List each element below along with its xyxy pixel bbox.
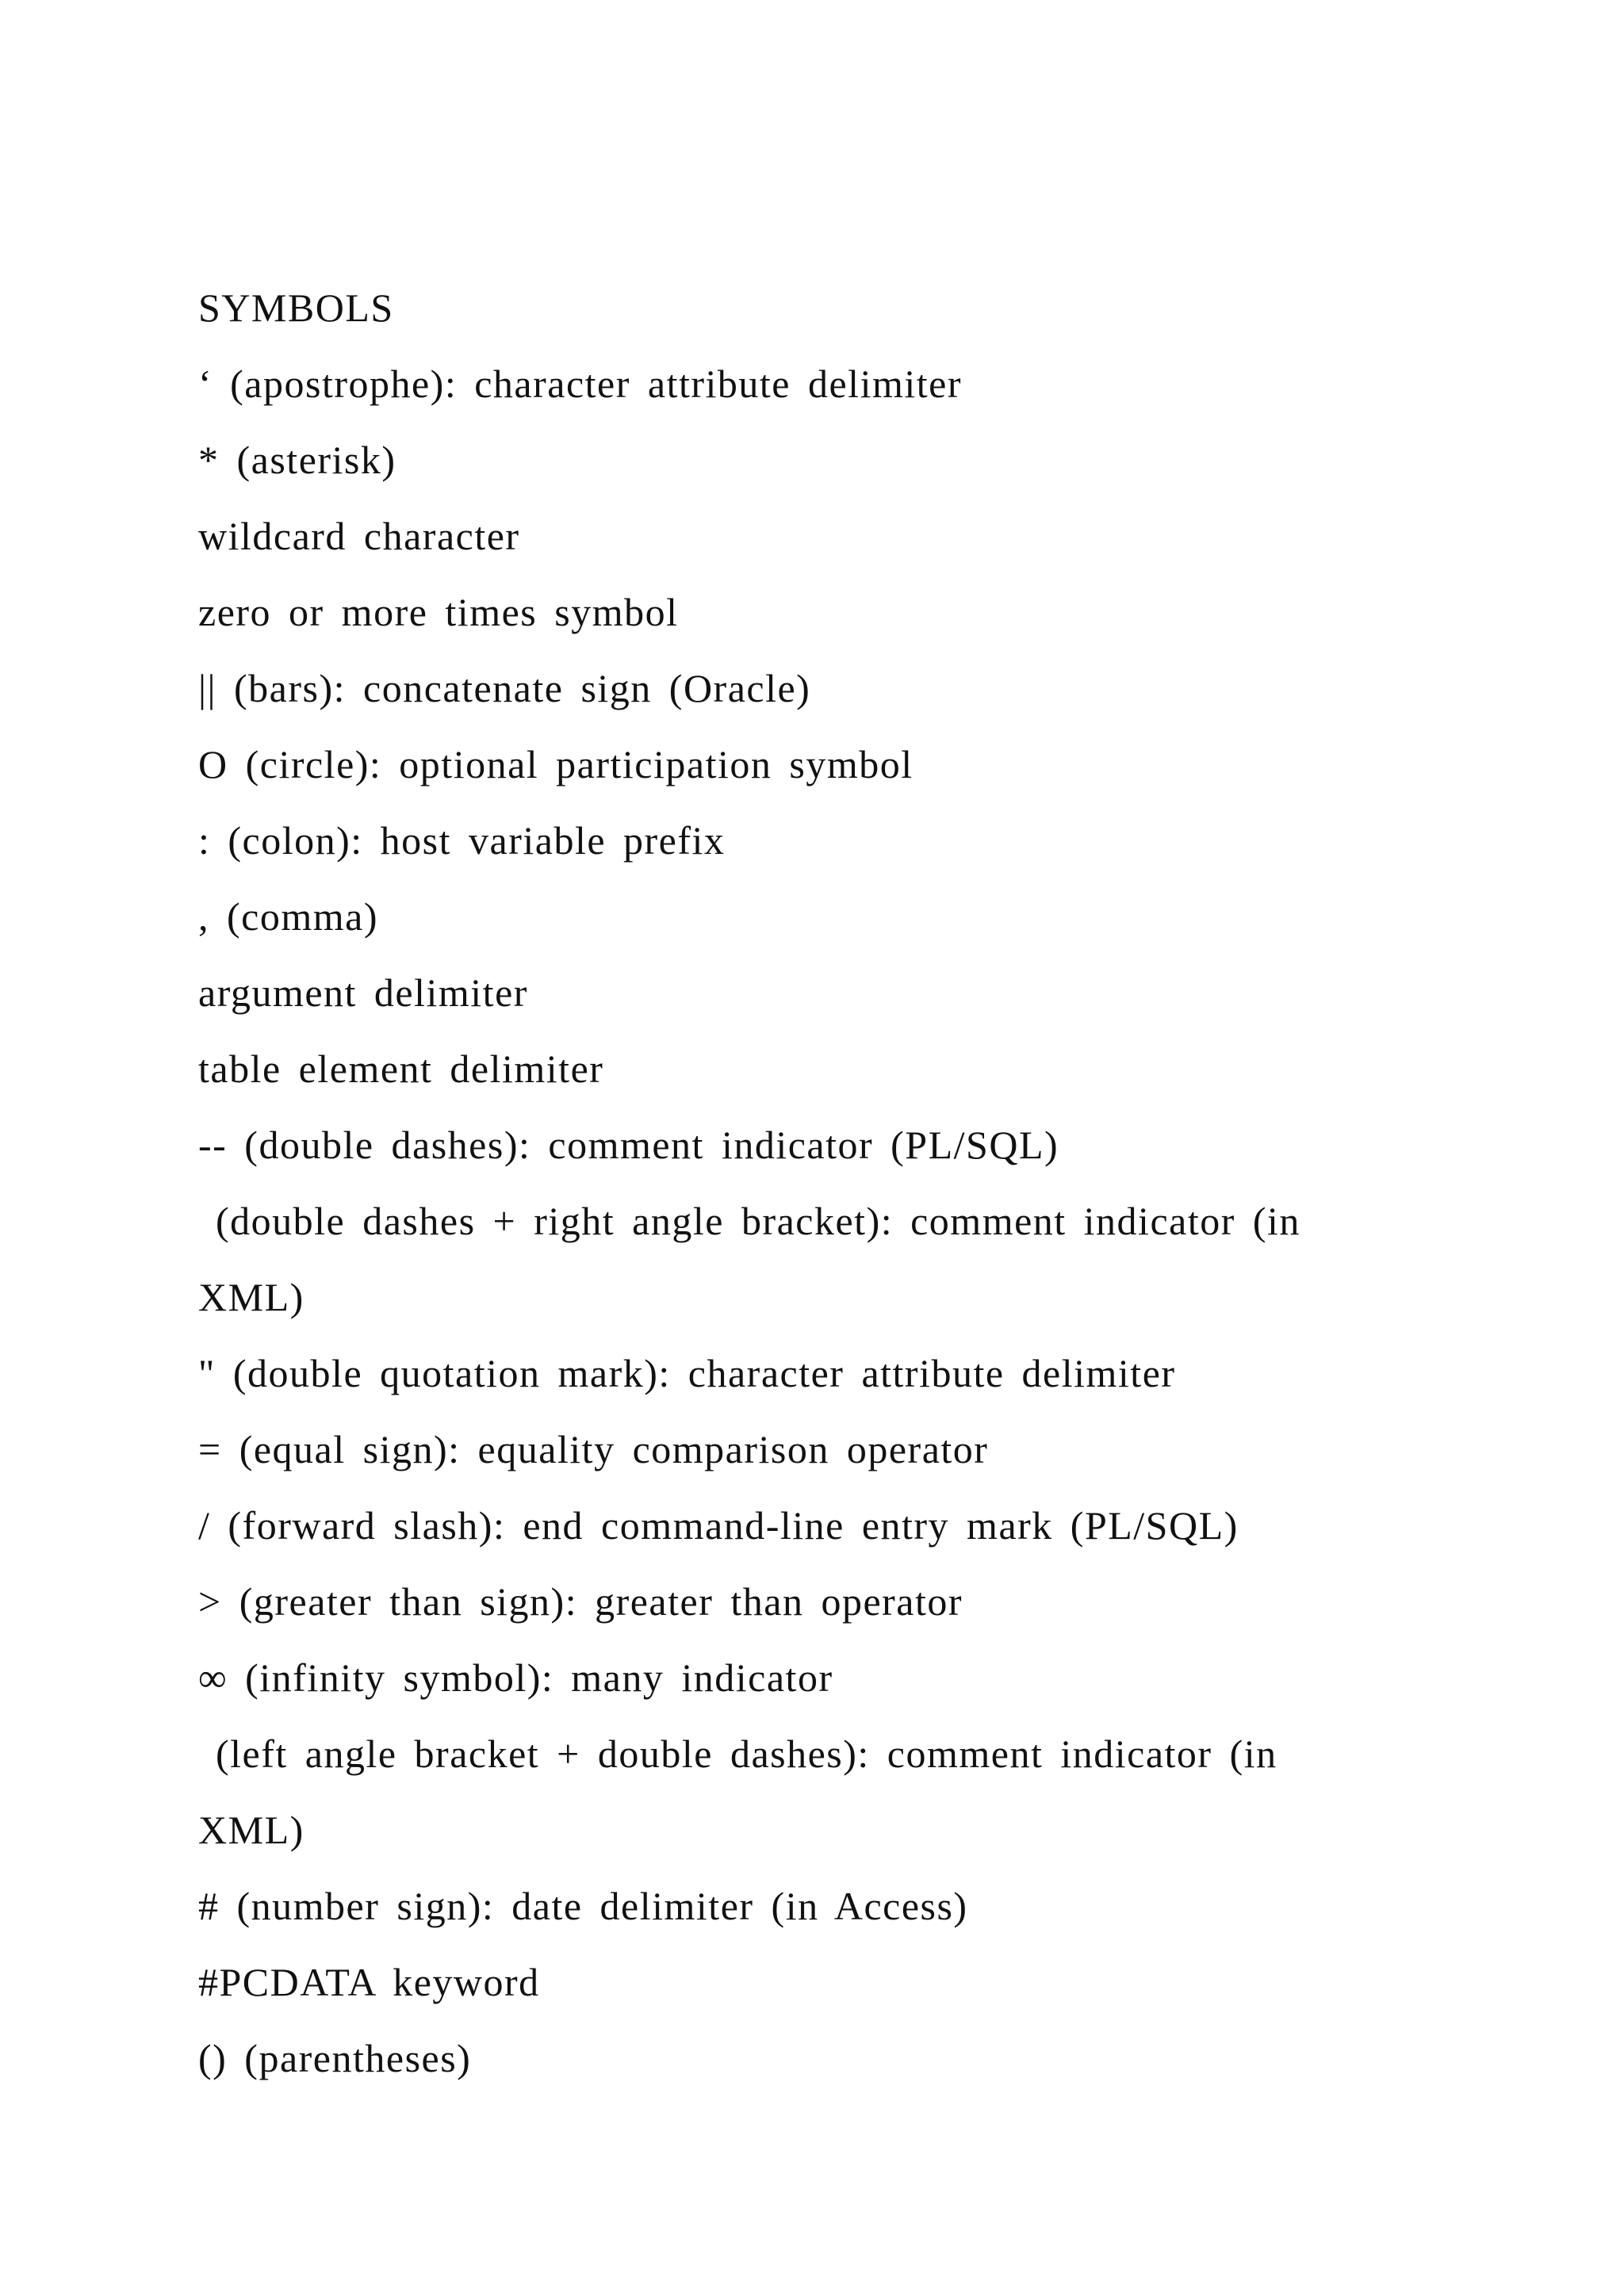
index-entry: -- (double dashes): comment indicator (PL/SQL) (198, 1123, 1059, 1167)
index-entry: " (double quotation mark): character attribute delimiter (198, 1351, 1176, 1395)
index-entry: ‘ (apostrophe): character attribute delimiter (198, 362, 962, 406)
index-entry: * (asterisk) (198, 438, 396, 482)
index-entry: (double dashes + right angle bracket): comment indicator (in (198, 1199, 1300, 1243)
index-entry: () (parentheses) (198, 2036, 472, 2080)
index-entry: wildcard character (198, 514, 520, 558)
section-heading: SYMBOLS (198, 285, 394, 330)
index-entry: : (colon): host variable prefix (198, 818, 726, 863)
index-entry: (left angle bracket + double dashes): comment indicator (in (198, 1732, 1277, 1776)
index-entry: XML) (198, 1275, 304, 1319)
index-entry: || (bars): concatenate sign (Oracle) (198, 666, 811, 710)
index-entry: argument delimiter (198, 970, 528, 1015)
index-entry: ∞ (infinity symbol): many indicator (198, 1655, 833, 1700)
index-entry: , (comma) (198, 894, 378, 939)
index-entry: > (greater than sign): greater than operator (198, 1579, 963, 1624)
index-entry: # (number sign): date delimiter (in Access) (198, 1884, 968, 1928)
index-entry: zero or more times symbol (198, 590, 679, 634)
index-entry: XML) (198, 1808, 304, 1852)
index-entry: / (forward slash): end command-line entry mark (PL/SQL) (198, 1503, 1239, 1548)
symbols-index (198, 270, 1467, 2096)
index-entry: #PCDATA keyword (198, 1960, 540, 2004)
index-entry: table element delimiter (198, 1047, 604, 1091)
index-entry: = (equal sign): equality comparison operator (198, 1427, 989, 1471)
index-entry: O (circle): optional participation symbol (198, 742, 914, 786)
